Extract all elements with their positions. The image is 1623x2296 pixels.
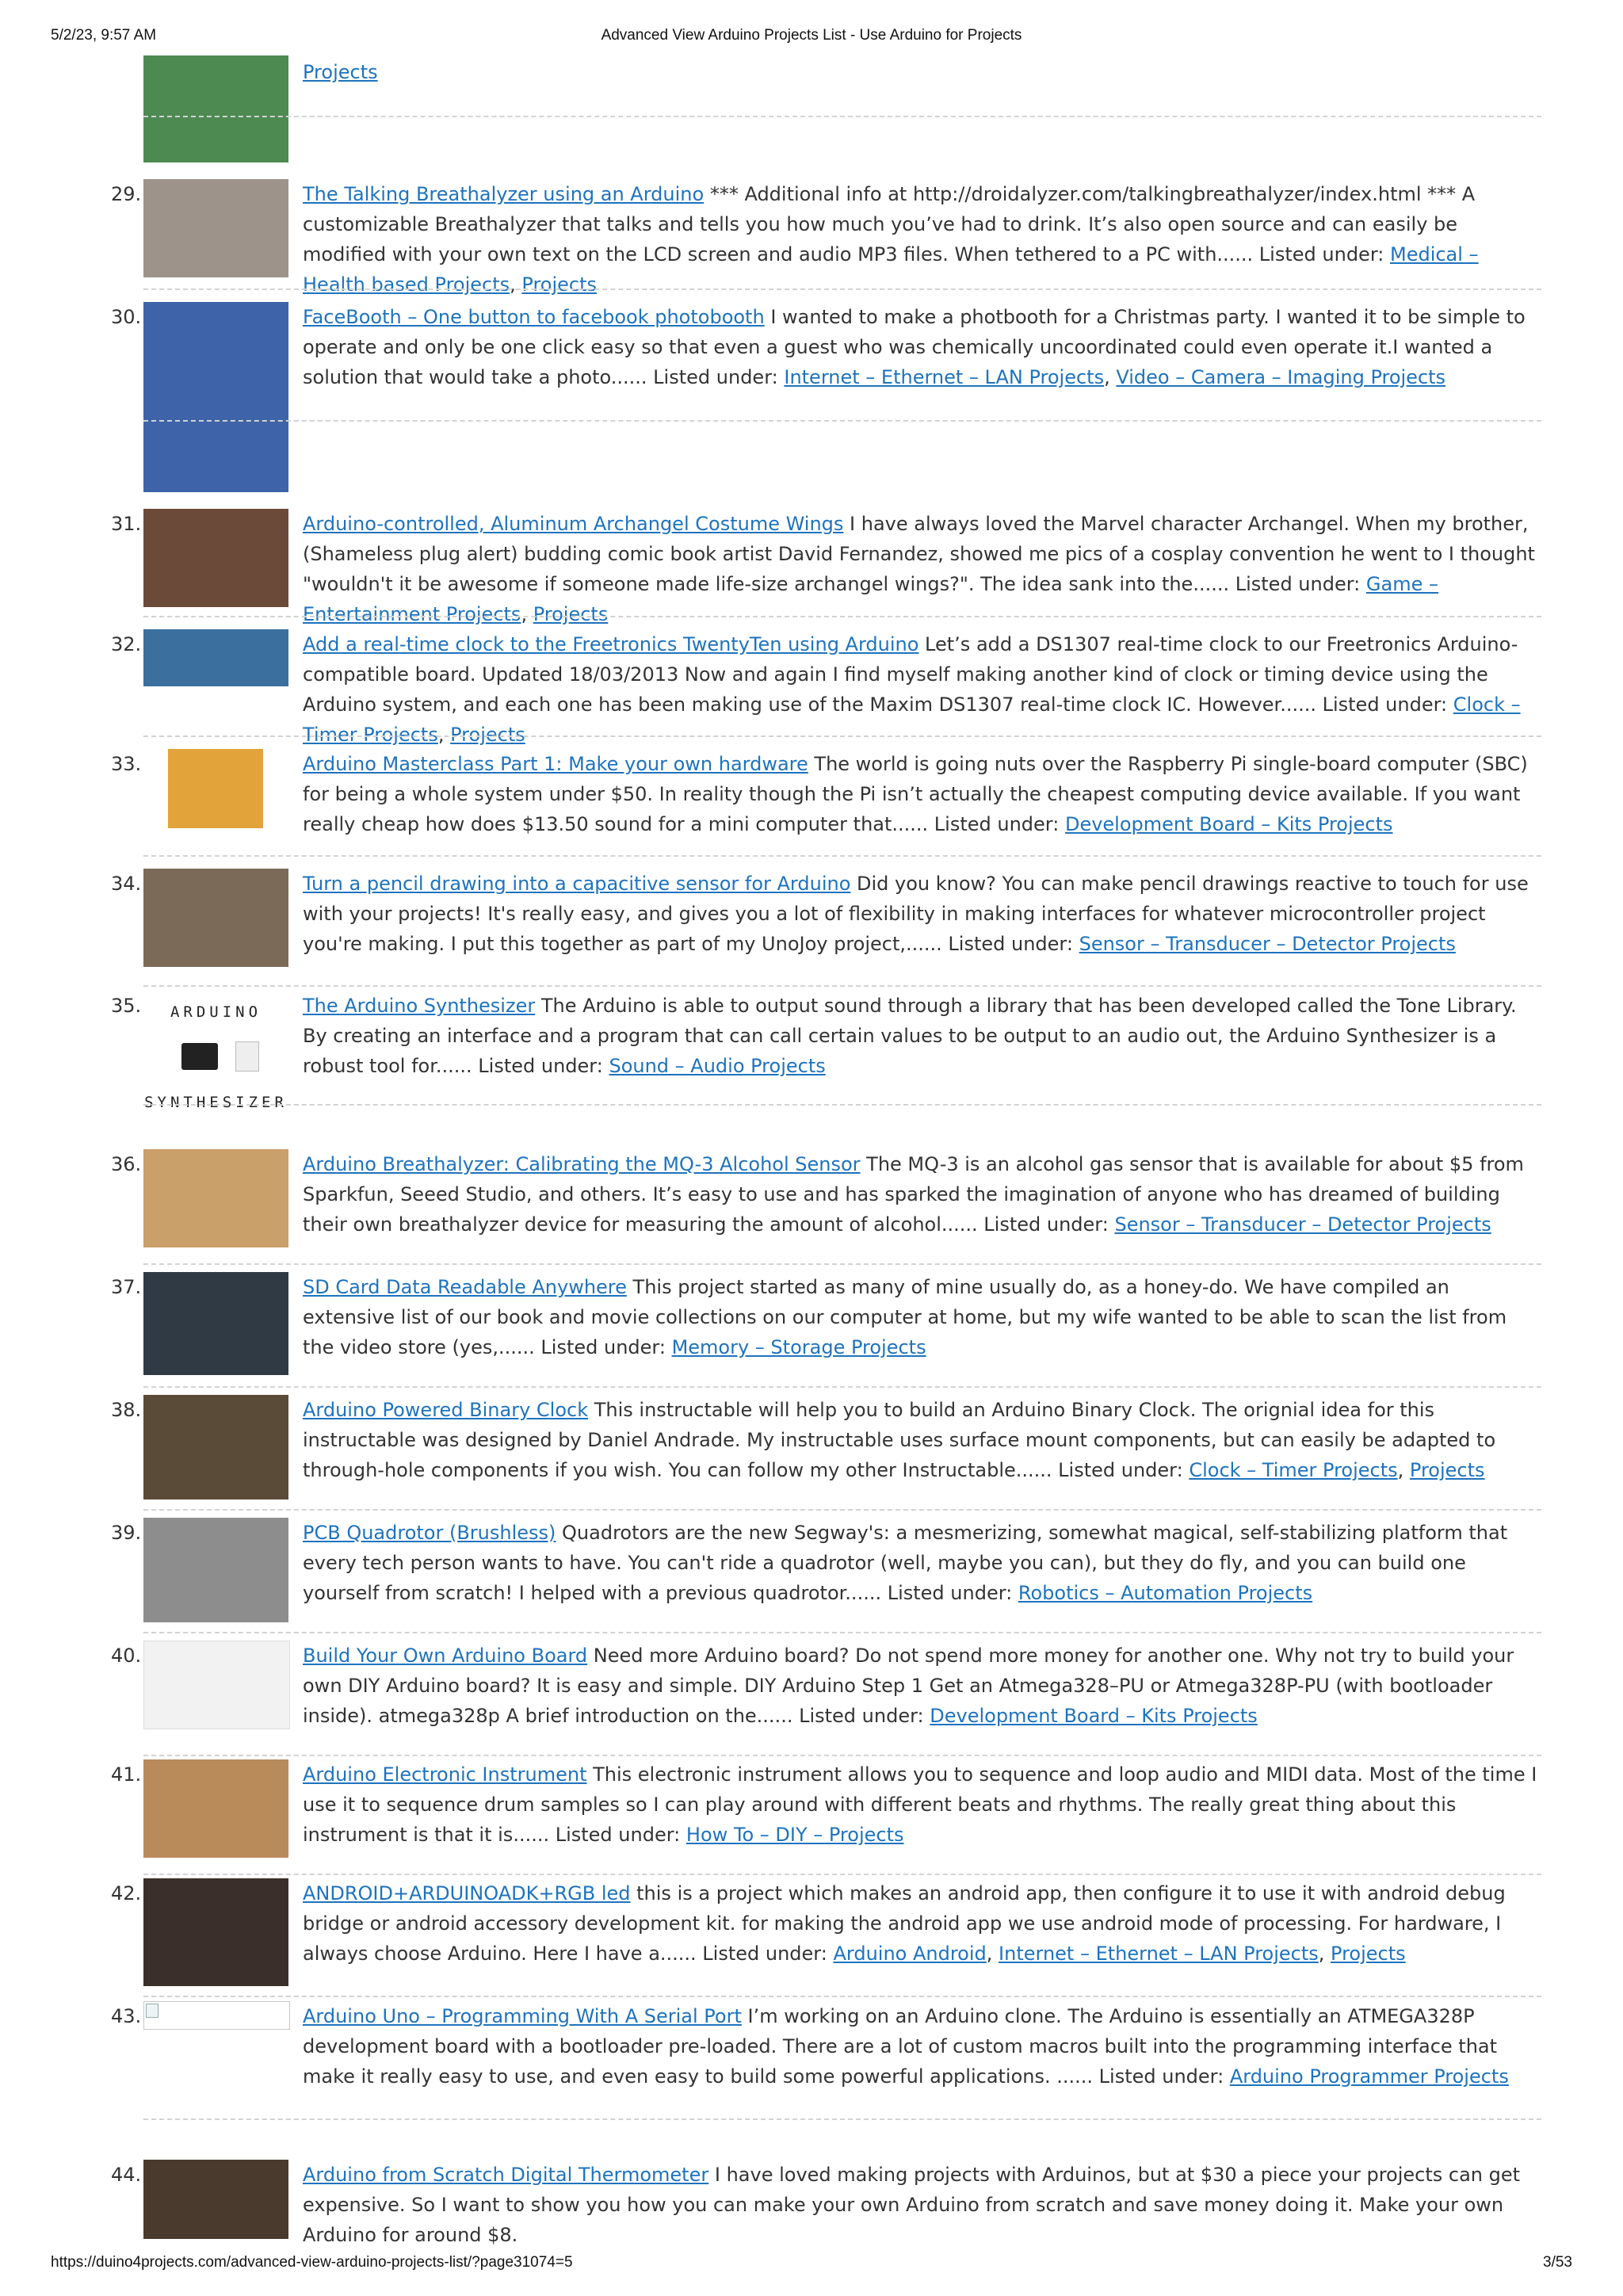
- category-link[interactable]: Medical – Health based Projects: [303, 243, 1479, 296]
- item-description: Quadrotors are the new Segway's: a mesmerizing, somewhat magical, self-stabilizing platform that every tech person wants to have. You can't ride a quadrotor (well, maybe you can), but they do fly, and you can build one yourself from scratch! I helped with a previous quadrotor...... Listed under:: [303, 1522, 1508, 1604]
- item-title-link[interactable]: Arduino Masterclass Part 1: Make your own hardware: [303, 753, 808, 775]
- item-number: 36.: [111, 1153, 142, 1175]
- print-page-title: Advanced View Arduino Projects List - Use Arduino for Projects: [601, 27, 1022, 44]
- print-page-number: 3/53: [1543, 2254, 1572, 2271]
- item-number: 31.: [111, 513, 142, 535]
- category-link[interactable]: Internet – Ethernet – LAN Projects: [784, 366, 1105, 388]
- item-description: This project started as many of mine usually do, as a honey-do. We have compiled an extensive list of our book and movie collections on our computer at home, but my wife wanted to be able to scan the list from the video store (yes,...... Listed under:: [303, 1276, 1507, 1358]
- category-link[interactable]: How To – DIY – Projects: [685, 1824, 904, 1846]
- category-link[interactable]: Sensor – Transducer – Detector Projects: [1079, 933, 1456, 955]
- item-description: *** Additional info at http://droidalyzer.com/talkingbreathalyzer/index.html *** A customizable Breathalyzer that talks and tells you how much you’ve had to drink. It’s also open source and can easily be modified with your own text on the LCD screen and audio MP3 files. When tethered to a PC with...... Listed under:: [303, 183, 1476, 266]
- item-thumbnail: [143, 1149, 288, 1247]
- category-link[interactable]: Development Board – Kits Projects: [930, 1705, 1258, 1727]
- item-number: 38.: [111, 1399, 142, 1421]
- item-title-link[interactable]: Build Your Own Arduino Board: [303, 1645, 588, 1667]
- separator: [143, 288, 1541, 290]
- item-text: FaceBooth – One button to facebook photobooth I wanted to make a photbooth for a Christmas party. I wanted it to be simple to operate and only be one click easy so that even a guest who was chemically uncoordinated could even operate it.I wanted a solution that would take a photo...... Listed under: Internet – Ethernet – LAN Projects, Video – Camera – Imaging Projects: [303, 306, 1526, 388]
- separator: [143, 1874, 1541, 1875]
- separator: [143, 985, 1541, 987]
- item-title-link[interactable]: The Talking Breathalyzer using an Arduino: [303, 183, 705, 205]
- item-thumbnail: [143, 1641, 290, 1729]
- item-description: this is a project which makes an android app, then configure it to use it with android debug bridge or android accessory development kit. for making the android app we use android mode of processing. For hardware, I always choose Arduino. Here I have a...... Listed under:: [303, 1882, 1506, 1965]
- item-number: 33.: [111, 753, 142, 775]
- category-link[interactable]: Game – Entertainment Projects: [303, 573, 1438, 625]
- item-number: 40.: [111, 1645, 142, 1667]
- item-description: This instructable will help you to build an Arduino Binary Clock. The orignial idea for this instructable was designed by Daniel Andrade. My instructable uses surface mount components, but can easily be adapted to through-hole components if you wish. You can follow my other Instructable...... Listed under:: [303, 1399, 1496, 1481]
- item-text: [303, 2001, 1541, 2092]
- item-description: Let’s add a DS1307 real-time clock to our Freetronics Arduino-compatible board. Updated 18/03/2013 Now and again I find myself making another kind of clock or timing device using the Arduino system, and each one has been making use of the Maxim DS1307 real-time clock IC. However...... Listed under:: [303, 633, 1518, 716]
- item-thumbnail: [168, 749, 263, 828]
- item-text: [303, 1641, 1541, 1731]
- item-title-link[interactable]: SD Card Data Readable Anywhere: [303, 1276, 627, 1298]
- item-description: I have always loved the Marvel character Archangel. When my brother, (Shameless plug alert) budding comic book artist David Fernandez, showed me pics of a cosplay convention he went to I thought "wouldn't it be awesome if someone made life-size archangel wings?". The idea sank into the...... Listed under:: [303, 513, 1535, 595]
- category-link[interactable]: Clock – Timer Projects: [1189, 1459, 1398, 1481]
- item-title-link[interactable]: The Arduino Synthesizer: [303, 995, 536, 1017]
- category-link[interactable]: Robotics – Automation Projects: [1018, 1582, 1313, 1604]
- category-link[interactable]: Sound – Audio Projects: [609, 1055, 826, 1077]
- print-url: https://duino4projects.com/advanced-view-arduino-projects-list/?page31074=5: [51, 2254, 573, 2271]
- category-link[interactable]: Internet – Ethernet – LAN Projects: [999, 1943, 1319, 1965]
- item-thumbnail: [143, 2160, 288, 2239]
- separator: [143, 1996, 1541, 1997]
- category-link[interactable]: Projects: [303, 61, 378, 83]
- thumbnail-breadboard: [143, 55, 288, 162]
- item-thumbnail: [143, 1395, 288, 1499]
- item-text: [303, 2160, 1541, 2250]
- category-link[interactable]: Sensor – Transducer – Detector Projects: [1114, 1213, 1491, 1236]
- synth-caption-top: ARDUINO: [170, 1003, 262, 1021]
- item-text: [303, 1272, 1541, 1362]
- item-number: 44.: [111, 2164, 142, 2186]
- item-thumbnail: [143, 1759, 288, 1858]
- category-link[interactable]: Projects: [533, 603, 609, 625]
- category-link[interactable]: Clock – Timer Projects: [303, 693, 1521, 746]
- item-thumbnail: [143, 1878, 288, 1986]
- item-text: [303, 991, 1541, 1081]
- category-link[interactable]: Projects: [450, 724, 525, 746]
- item-number: 41.: [111, 1763, 142, 1786]
- separator: [143, 1263, 1541, 1265]
- item-title-link[interactable]: Turn a pencil drawing into a capacitive sensor for Arduino: [303, 873, 851, 895]
- item-thumbnail: [143, 179, 288, 277]
- item-thumbnail: [143, 991, 288, 1117]
- separator: [143, 1632, 1541, 1633]
- item-text: Arduino Powered Binary Clock This instructable will help you to build an Arduino Binary Clock. The orignial idea for this instructable was designed by Daniel Andrade. My instructable uses surface mount components, but can easily be adapted to through-hole components if you wish. You can follow my other Instructable...... Listed under: Clock – Timer Projects, Projects: [303, 1399, 1496, 1481]
- item-title-link[interactable]: Arduino Electronic Instrument: [303, 1763, 587, 1786]
- item-description: I’m working on an Arduino clone. The Arduino is essentially an ATMEGA328P development board with a bootloader pre-loaded. There are a lot of custom macros built into the programming interface that make it really easy to use, and even easy to build some powerful applications. ...... Listed under:: [303, 2005, 1498, 2088]
- item-title-link[interactable]: PCB Quadrotor (Brushless): [303, 1522, 556, 1544]
- top-item-text: [303, 57, 1541, 87]
- separator: [143, 2118, 1541, 2120]
- item-text: [303, 749, 1541, 839]
- item-text: The Talking Breathalyzer using an Arduino *** Additional info at http://droidalyzer.com/talkingbreathalyzer/index.html *** A customizable Breathalyzer that talks and tells you how much you’ve had to drink. It’s also open source and can easily be modified with your own text on the LCD screen and audio MP3 files. When tethered to a PC with...... Listed under: Medical – Health based Projects, Projects: [303, 183, 1479, 296]
- separator: [143, 1509, 1541, 1511]
- item-number: 42.: [111, 1882, 142, 1904]
- item-description: This electronic instrument allows you to sequence and loop audio and MIDI data. Most of the time I use it to sequence drum samples so I can play around with different beats and rhythms. The really great thing about this instrument is that it is...... Listed under:: [303, 1763, 1537, 1846]
- category-link[interactable]: Development Board – Kits Projects: [1064, 813, 1393, 835]
- item-title-link[interactable]: Add a real-time clock to the Freetronics TwentyTen using Arduino: [303, 633, 919, 655]
- item-title-link[interactable]: Arduino-controlled, Aluminum Archangel Costume Wings: [303, 513, 844, 535]
- item-title-link[interactable]: Arduino Powered Binary Clock: [303, 1399, 589, 1421]
- item-thumbnail: [143, 629, 288, 686]
- item-thumbnail: [143, 869, 288, 967]
- item-description: The MQ-3 is an alcohol gas sensor that is available for about $5 from Sparkfun, Seeed Studio, and others. It’s easy to use and has sparked the imagination of anyone who has dreamed of building their own breathalyzer device for measuring the amount of alcohol...... Listed under:: [303, 1153, 1524, 1236]
- item-number: 37.: [111, 1276, 142, 1298]
- item-text: [303, 1759, 1541, 1850]
- item-text: Add a real-time clock to the Freetronics TwentyTen using Arduino Let’s add a DS1307 real-time clock to our Freetronics Arduino-compatible board. Updated 18/03/2013 Now and again I find myself making another kind of clock or timing device using the Arduino system, and each one has been making use of the Maxim DS1307 real-time clock IC. However...... Listed under: Clock – Timer Projects, Projects: [303, 633, 1521, 746]
- category-link[interactable]: Arduino Android: [833, 1943, 987, 1965]
- item-thumbnail: [143, 509, 288, 607]
- separator: [143, 116, 1541, 117]
- item-number: 35.: [111, 995, 142, 1017]
- item-title-link[interactable]: FaceBooth – One button to facebook photobooth: [303, 306, 765, 328]
- separator: [143, 1386, 1541, 1388]
- item-text: [303, 1149, 1541, 1240]
- item-number: 34.: [111, 873, 142, 895]
- synth-box-icon: [235, 1041, 259, 1072]
- item-number: 32.: [111, 633, 142, 655]
- category-link[interactable]: Projects: [521, 273, 598, 296]
- separator: [143, 855, 1541, 857]
- synth-box-icon: [181, 1043, 218, 1070]
- separator: [143, 735, 1541, 737]
- item-title-link[interactable]: Arduino Breathalyzer: Calibrating the MQ-3 Alcohol Sensor: [303, 1153, 861, 1175]
- item-thumbnail: [143, 1518, 288, 1622]
- item-number: 29.: [111, 183, 142, 205]
- item-number: 43.: [111, 2005, 142, 2027]
- item-thumbnail: [143, 302, 288, 492]
- category-link[interactable]: Arduino Programmer Projects: [1229, 2065, 1509, 2088]
- category-link[interactable]: Memory – Storage Projects: [671, 1336, 926, 1358]
- category-link[interactable]: Video – Camera – Imaging Projects: [1116, 366, 1446, 388]
- print-datetime: 5/2/23, 9:57 AM: [51, 27, 157, 44]
- item-description: The world is going nuts over the Raspberry Pi single-board computer (SBC) for being a whole system under $50. In reality though the Pi isn’t actually the cheapest computing device available. If you want really cheap how does $13.50 sound for a mini computer that...... Listed under:: [303, 753, 1528, 835]
- item-number: 39.: [111, 1522, 142, 1544]
- item-title-link[interactable]: Arduino Uno – Programming With A Serial Port: [303, 2005, 742, 2027]
- item-title-link[interactable]: ANDROID+ARDUINOADK+RGB led: [303, 1882, 631, 1904]
- item-description: Need more Arduino board? Do not spend more money for another one. Why not try to build your own DIY Arduino board? It is easy and simple. DIY Arduino Step 1 Get an Atmega328–PU or Atmega328P-PU (with bootloader inside). atmega328p A brief introduction on the...... Listed under:: [303, 1645, 1514, 1727]
- item-description: I have loved making projects with Arduinos, but at $30 a piece your projects can get expensive. So I want to show you how you can make your own Arduino from scratch and save money doing it. Make your own Arduino for around $8.: [303, 2164, 1521, 2246]
- item-text: Arduino-controlled, Aluminum Archangel Costume Wings I have always loved the Marvel character Archangel. When my brother, (Shameless plug alert) budding comic book artist David Fernandez, showed me pics of a cosplay convention he went to I thought "wouldn't it be awesome if someone made life-size archangel wings?". The idea sank into the...... Listed under: Game – Entertainment Projects, Projects: [303, 513, 1535, 625]
- item-description: Did you know? You can make pencil drawings reactive to touch for use with your projects! It's really easy, and gives you a lot of flexibility in making interfaces for whatever microcontroller project you're making. I put this together as part of my UnoJoy project,...... Listed under:: [303, 873, 1529, 955]
- item-title-link[interactable]: Arduino from Scratch Digital Thermometer: [303, 2164, 709, 2186]
- item-thumbnail: [143, 1272, 288, 1375]
- separator: [143, 1755, 1541, 1756]
- separator: [143, 616, 1541, 617]
- synth-caption-bottom: SYNTHESIZER: [144, 1094, 288, 1111]
- broken-image-icon: [143, 2001, 290, 2030]
- item-text: [303, 1518, 1541, 1608]
- item-description: The Arduino is able to output sound through a library that has been developed called the Tone Library. By creating an interface and a program that can call certain values to be output to an audio out, the Arduino Synthesizer is a robust tool for...... Listed under:: [303, 995, 1517, 1077]
- separator: [143, 1104, 1541, 1106]
- item-text: ANDROID+ARDUINOADK+RGB led this is a project which makes an android app, then configure it to use it with android debug bridge or android accessory development kit. for making the android app we use android mode of processing. For hardware, I always choose Arduino. Here I have a...... Listed under: Arduino Android, Internet – Ethernet – LAN Projects, Projects: [303, 1882, 1506, 1965]
- item-number: 30.: [111, 306, 142, 328]
- separator: [143, 420, 1541, 422]
- item-description: I wanted to make a photbooth for a Christmas party. I wanted it to be simple to operate and only be one click easy so that even a guest who was chemically uncoordinated could even operate it.I wanted a solution that would take a photo...... Listed under:: [303, 306, 1526, 388]
- category-link[interactable]: Projects: [1331, 1943, 1406, 1965]
- category-link[interactable]: Projects: [1409, 1459, 1485, 1481]
- item-text: [303, 869, 1541, 959]
